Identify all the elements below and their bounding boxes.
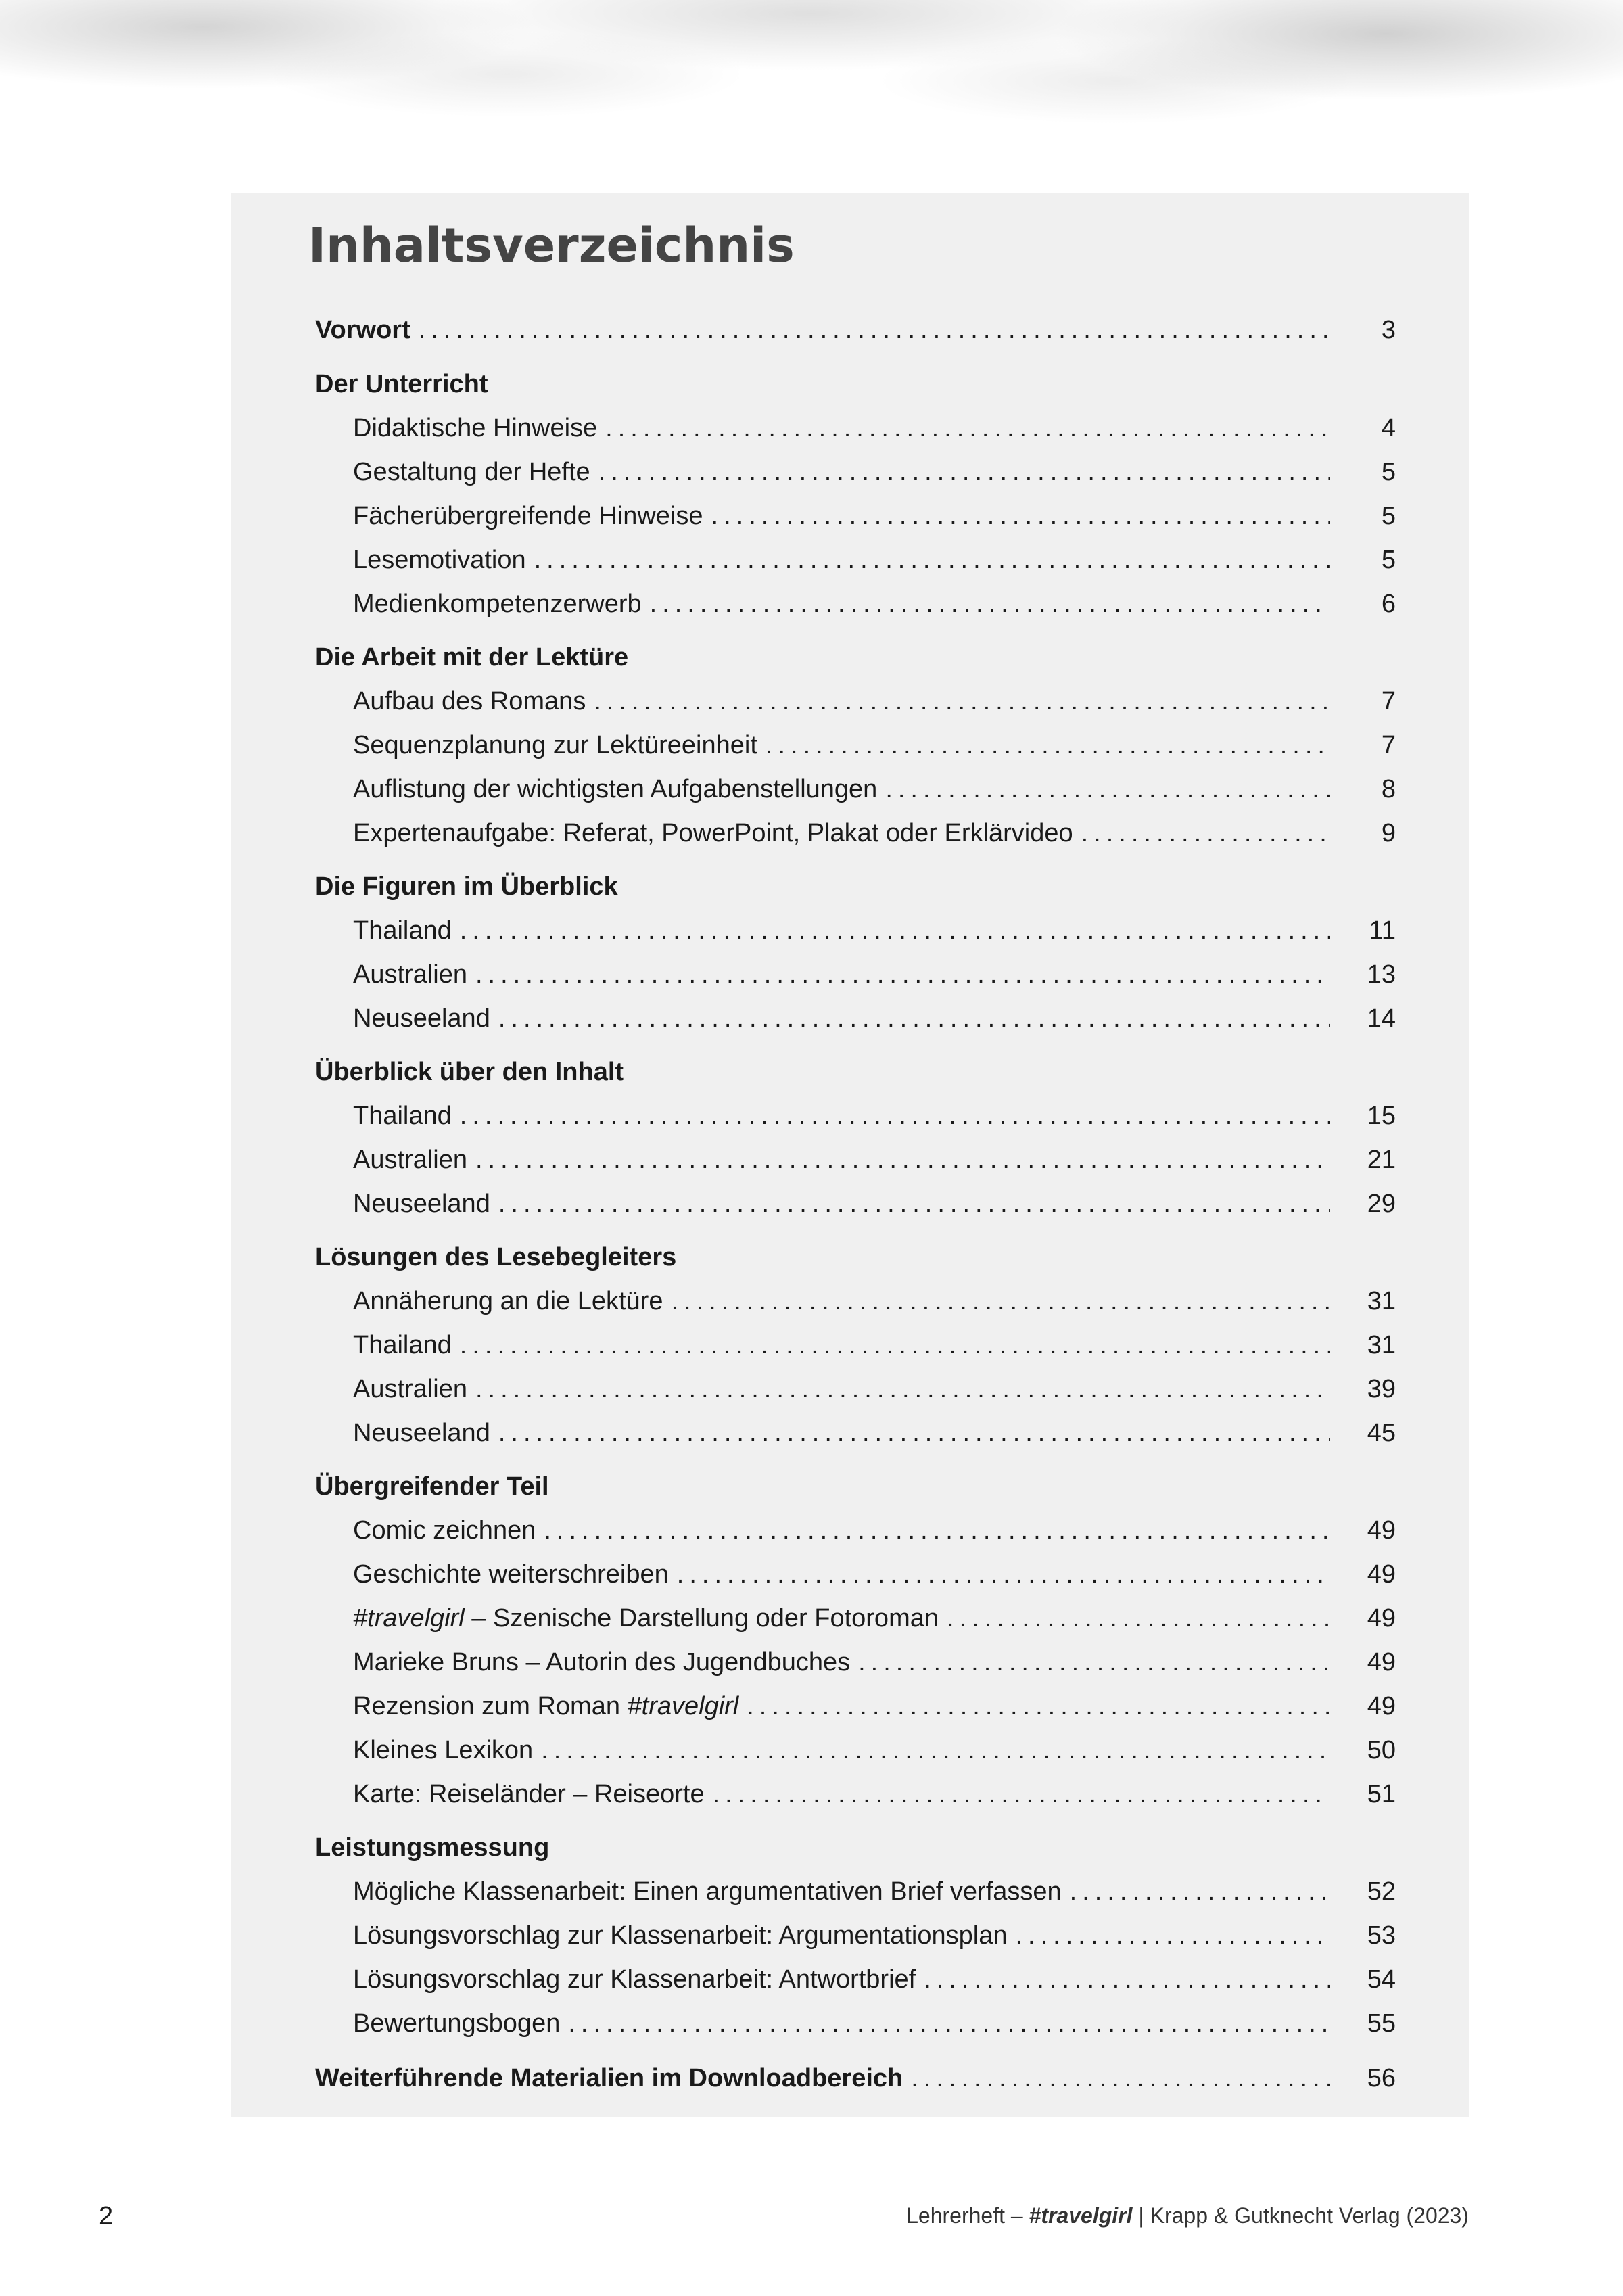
toc-entry-label: Lösungsvorschlag zur Klassenarbeit: Antwortbrief [353, 1965, 916, 1994]
toc-entry-label: Weiterführende Materialien im Downloadbereich [315, 2063, 903, 2092]
toc-entry-label [353, 1604, 939, 1633]
toc-entry-label: Medienkompetenzerwerb [353, 589, 642, 618]
dot-leader [1015, 1921, 1330, 1950]
toc-page-number: 49 [1367, 1603, 1396, 1633]
toc-entry-label: Sequenzplanung zur Lektüreeinheit [353, 730, 757, 759]
dot-leader [419, 316, 1330, 345]
toc-entry[interactable] [353, 1140, 1396, 1180]
page-number: 2 [99, 2202, 114, 2230]
toc-entry-label: Thailand [353, 1101, 452, 1130]
toc-page-number: 14 [1367, 1004, 1396, 1033]
toc-entry[interactable] [353, 1774, 1396, 1814]
toc-entry[interactable] [353, 998, 1396, 1039]
dot-leader [460, 1102, 1330, 1131]
toc-section-heading: Die Arbeit mit der Lektüre [315, 642, 629, 672]
toc-entry-label [353, 1692, 738, 1721]
toc-section-heading: Übergreifender Teil [315, 1472, 549, 1501]
toc-entry-label-rest: – Szenische Darstellung oder Fotoroman [464, 1603, 939, 1633]
toc-section-heading: Überblick über den Inhalt [315, 1057, 624, 1086]
toc-entry-label: Karte: Reiseländer – Reiseorte [353, 1779, 705, 1808]
toc-page-number: 5 [1381, 545, 1396, 574]
toc-entry-label: Neuseeland [353, 1418, 490, 1447]
toc-entry[interactable] [353, 725, 1396, 766]
toc-entry[interactable] [353, 1871, 1396, 1912]
toc-page-number: 4 [1381, 413, 1396, 442]
toc-page-number: 50 [1367, 1735, 1396, 1764]
dot-leader [766, 731, 1330, 760]
toc-entry[interactable] [353, 540, 1396, 580]
toc-entry-downloads[interactable] [315, 2058, 1396, 2099]
toc-entry-label: Mögliche Klassenarbeit: Einen argumentativen Brief verfassen [353, 1877, 1062, 1906]
dot-leader [598, 458, 1330, 487]
footer-credit-prefix: Lehrerheft – [906, 2203, 1029, 2228]
dot-leader [677, 1560, 1330, 1589]
toc-entry-label: Bewertungsbogen [353, 2009, 561, 2038]
toc-entry-label: Expertenaufgabe: Referat, PowerPoint, Plakat oder Erklärvideo [353, 818, 1073, 847]
toc-entry[interactable] [353, 910, 1396, 951]
dot-leader [568, 2009, 1330, 2038]
toc-entry-label: Neuseeland [353, 1004, 490, 1033]
toc-page-number: 7 [1381, 730, 1396, 759]
toc-entry[interactable] [353, 1510, 1396, 1551]
toc-entry-label: Auflistung der wichtigsten Aufgabenstellungen [353, 774, 878, 803]
toc-page-number: 39 [1367, 1374, 1396, 1403]
toc-entry[interactable] [353, 1184, 1396, 1224]
toc-entry[interactable] [353, 1959, 1396, 2000]
toc-entry-label: Australien [353, 960, 467, 989]
toc-page-number: 31 [1367, 1286, 1396, 1315]
toc-page-number: 3 [1381, 315, 1396, 344]
dot-leader [475, 1375, 1330, 1404]
dot-leader [534, 546, 1330, 575]
toc-page-number: 29 [1367, 1189, 1396, 1218]
dot-leader [924, 1965, 1330, 1994]
toc-entry-label: Annäherung an die Lektüre [353, 1286, 663, 1315]
dot-leader [605, 414, 1330, 443]
toc-entry[interactable] [353, 1554, 1396, 1595]
toc-entry[interactable] [353, 1325, 1396, 1365]
toc-page-number: 9 [1381, 818, 1396, 847]
toc-entry-label: Kleines Lexikon [353, 1735, 534, 1764]
toc-page-number: 56 [1367, 2063, 1396, 2092]
decorative-cloud-wash [0, 0, 1623, 142]
toc-page-number: 15 [1367, 1101, 1396, 1130]
toc-page-number: 21 [1367, 1145, 1396, 1174]
toc-page-number: 8 [1381, 774, 1396, 803]
dot-leader [498, 1419, 1330, 1448]
dot-leader [1070, 1877, 1330, 1906]
toc-entry[interactable] [353, 1096, 1396, 1136]
toc-entry-label: Fächerübergreifende Hinweise [353, 501, 703, 530]
toc-page-number: 49 [1367, 1691, 1396, 1720]
toc-entry[interactable] [353, 1730, 1396, 1771]
dot-leader [460, 1331, 1330, 1360]
toc-entry[interactable] [353, 1413, 1396, 1453]
toc-entry-label: Australien [353, 1145, 467, 1174]
dot-leader [594, 687, 1330, 716]
toc-page-number: 5 [1381, 501, 1396, 530]
footer-credit-suffix: | Krapp & Gutknecht Verlag (2023) [1132, 2203, 1469, 2228]
toc-entry-label: Vorwort [315, 315, 410, 344]
toc-entry[interactable] [353, 496, 1396, 536]
toc-entry-label-prefix: Rezension zum Roman [353, 1691, 628, 1720]
toc-entry-label: Marieke Bruns – Autorin des Jugendbuches [353, 1647, 851, 1677]
dot-leader [747, 1692, 1330, 1721]
toc-entry[interactable] [353, 408, 1396, 448]
toc-entry-label: Gestaltung der Hefte [353, 457, 590, 486]
toc-entry[interactable] [353, 1686, 1396, 1727]
book-title: #travelgirl [353, 1603, 465, 1633]
toc-entry-vorwort[interactable] [315, 310, 1396, 350]
dot-leader [711, 502, 1330, 531]
toc-entry[interactable] [353, 452, 1396, 492]
toc-page-number: 49 [1367, 1560, 1396, 1589]
toc-entry-label: Neuseeland [353, 1189, 490, 1218]
dot-leader [650, 590, 1330, 619]
dot-leader [911, 2064, 1330, 2093]
dot-leader [460, 916, 1330, 945]
toc-page-number: 5 [1381, 457, 1396, 486]
toc-page-number: 11 [1369, 916, 1396, 945]
dot-leader [544, 1516, 1330, 1545]
toc-page-number: 53 [1367, 1921, 1396, 1950]
toc-section-heading: Leistungsmessung [315, 1833, 550, 1862]
dot-leader [1081, 819, 1330, 848]
toc-section-heading: Die Figuren im Überblick [315, 872, 618, 901]
toc-entry[interactable] [353, 1915, 1396, 1956]
toc-page-number: 49 [1367, 1647, 1396, 1677]
toc-page-number: 13 [1367, 960, 1396, 989]
toc-page-number: 31 [1367, 1330, 1396, 1359]
toc-entry[interactable] [353, 1598, 1396, 1639]
toc-entry-label: Thailand [353, 916, 452, 945]
toc-entry-label: Lesemotivation [353, 545, 526, 574]
book-title: #travelgirl [627, 1691, 739, 1720]
toc-section-heading: Der Unterricht [315, 369, 488, 398]
dot-leader [947, 1604, 1330, 1633]
footer-credit [906, 2205, 1469, 2226]
toc-page-number: 7 [1381, 686, 1396, 716]
toc-page-number: 49 [1367, 1516, 1396, 1545]
toc-entry[interactable] [353, 1281, 1396, 1321]
toc-entry[interactable] [353, 584, 1396, 624]
toc-entry-label: Aufbau des Romans [353, 686, 586, 716]
toc-entry-label: Didaktische Hinweise [353, 413, 598, 442]
dot-leader [498, 1190, 1330, 1219]
toc-page-number: 6 [1381, 589, 1396, 618]
toc-entry-label: Australien [353, 1374, 467, 1403]
toc-entry[interactable] [353, 1642, 1396, 1683]
toc-page-number: 52 [1367, 1877, 1396, 1906]
toc-page-number: 51 [1367, 1779, 1396, 1808]
toc-entry[interactable] [353, 769, 1396, 810]
toc-entry-label: Thailand [353, 1330, 452, 1359]
dot-leader [475, 960, 1330, 989]
toc-page-number: 54 [1367, 1965, 1396, 1994]
footer-book-title: #travelgirl [1029, 2203, 1133, 2228]
toc-section-heading: Lösungen des Lesebegleiters [315, 1242, 677, 1271]
page-title: Inhaltsverzeichnis [308, 218, 795, 273]
dot-leader [858, 1648, 1330, 1677]
toc-entry[interactable] [353, 681, 1396, 722]
toc-entry[interactable] [353, 954, 1396, 995]
toc-entry-label: Geschichte weiterschreiben [353, 1560, 669, 1589]
toc-entry-label: Lösungsvorschlag zur Klassenarbeit: Argumentationsplan [353, 1921, 1008, 1950]
dot-leader [713, 1780, 1330, 1809]
dot-leader [671, 1287, 1330, 1316]
dot-leader [885, 775, 1330, 804]
toc-entry-label: Comic zeichnen [353, 1516, 536, 1545]
toc-entry[interactable] [353, 1369, 1396, 1409]
dot-leader [498, 1004, 1330, 1033]
toc-entry[interactable] [353, 813, 1396, 853]
toc-entry[interactable] [353, 2003, 1396, 2044]
dot-leader [541, 1736, 1330, 1765]
dot-leader [475, 1146, 1330, 1175]
toc-page-number: 45 [1367, 1418, 1396, 1447]
toc-page-number: 55 [1367, 2009, 1396, 2038]
